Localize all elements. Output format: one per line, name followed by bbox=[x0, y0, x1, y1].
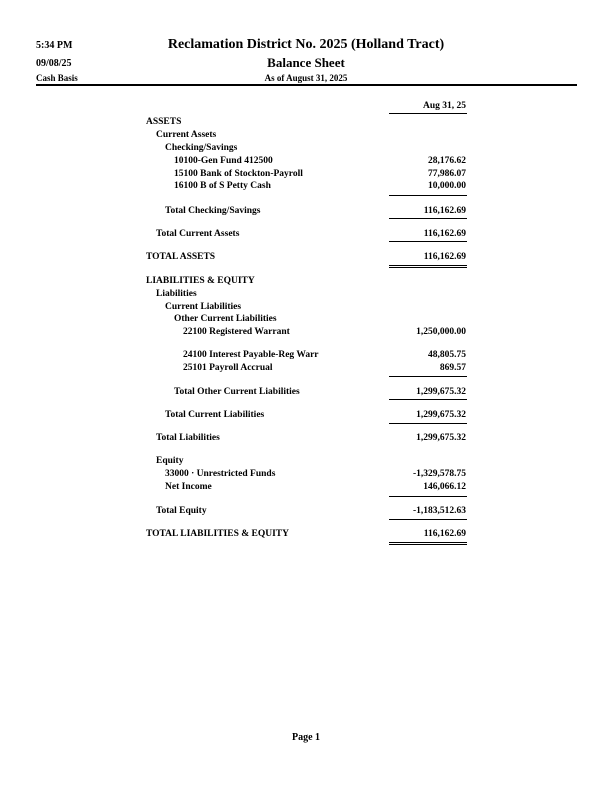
subtotal-line bbox=[389, 399, 467, 400]
report-date: 09/08/25 bbox=[36, 58, 72, 69]
section-liabilities-equity: LIABILITIES & EQUITY bbox=[146, 276, 255, 286]
subtotal-line bbox=[389, 519, 467, 520]
total-equity-amount: -1,183,512.63 bbox=[412, 506, 466, 516]
total-liab-equity-label: TOTAL LIABILITIES & EQUITY bbox=[146, 529, 289, 539]
row-24100-amount: 48,805.75 bbox=[428, 350, 466, 360]
total-checking-amount: 116,162.69 bbox=[423, 206, 466, 216]
total-current-assets-label: Total Current Assets bbox=[156, 229, 240, 239]
total-current-liabilities-amount: 1,299,675.32 bbox=[416, 410, 466, 420]
group-checking-savings: Checking/Savings bbox=[165, 143, 238, 153]
total-equity-label: Total Equity bbox=[156, 506, 207, 516]
header-rule bbox=[36, 84, 577, 86]
total-other-current-amount: 1,299,675.32 bbox=[416, 387, 466, 397]
company-name: Reclamation District No. 2025 (Holland Tract) bbox=[167, 37, 445, 52]
double-underline bbox=[389, 267, 467, 268]
row-25101-label: 25101 Payroll Accrual bbox=[183, 363, 273, 373]
subtotal-line bbox=[389, 496, 467, 497]
column-header: Aug 31, 25 bbox=[422, 101, 466, 111]
row-16100-label: 16100 B of S Petty Cash bbox=[174, 181, 271, 191]
total-liabilities-label: Total Liabilities bbox=[156, 433, 220, 443]
total-liabilities-amount: 1,299,675.32 bbox=[416, 433, 466, 443]
row-net-income-amount: 146,066.12 bbox=[423, 482, 466, 492]
total-current-assets-amount: 116,162.69 bbox=[423, 229, 466, 239]
group-liabilities: Liabilities bbox=[156, 289, 197, 299]
row-25101-amount: 869.57 bbox=[439, 363, 466, 373]
row-10100-amount: 28,176.62 bbox=[428, 156, 466, 166]
row-net-income-label: Net Income bbox=[165, 482, 212, 492]
group-other-current-liabilities: Other Current Liabilities bbox=[174, 314, 277, 324]
subtotal-line bbox=[389, 241, 467, 242]
report-basis: Cash Basis bbox=[36, 73, 78, 83]
row-22100-label: 22100 Registered Warrant bbox=[183, 327, 290, 337]
report-time: 5:34 PM bbox=[36, 40, 73, 51]
section-assets: ASSETS bbox=[146, 117, 182, 127]
row-10100-label: 10100-Gen Fund 412500 bbox=[174, 156, 273, 166]
group-equity: Equity bbox=[156, 456, 184, 466]
total-assets-amount: 116,162.69 bbox=[423, 252, 466, 262]
row-33000-amount: -1,329,578.75 bbox=[412, 469, 466, 479]
row-15100-label: 15100 Bank of Stockton-Payroll bbox=[174, 169, 303, 179]
column-header-underline bbox=[389, 113, 467, 114]
subtotal-line bbox=[389, 423, 467, 424]
total-assets-label: TOTAL ASSETS bbox=[146, 252, 216, 262]
total-liab-equity-amount: 116,162.69 bbox=[423, 529, 466, 539]
subtotal-line bbox=[389, 376, 467, 377]
subtotal-line bbox=[389, 218, 467, 219]
row-22100-amount: 1,250,000.00 bbox=[416, 327, 466, 337]
group-current-assets: Current Assets bbox=[156, 130, 217, 140]
row-15100-amount: 77,986.07 bbox=[428, 169, 466, 179]
page-number: Page 1 bbox=[291, 732, 321, 743]
row-24100-label: 24100 Interest Payable-Reg Warr bbox=[183, 350, 319, 360]
double-underline bbox=[389, 265, 467, 266]
group-current-liabilities: Current Liabilities bbox=[165, 302, 242, 312]
row-16100-amount: 10,000.00 bbox=[428, 181, 466, 191]
subtotal-line bbox=[389, 195, 467, 196]
double-underline bbox=[389, 544, 467, 545]
report-as-of: As of August 31, 2025 bbox=[264, 73, 348, 83]
total-current-liabilities-label: Total Current Liabilities bbox=[165, 410, 265, 420]
total-other-current-label: Total Other Current Liabilities bbox=[174, 387, 300, 397]
report-title: Balance Sheet bbox=[267, 55, 345, 70]
total-checking-label: Total Checking/Savings bbox=[165, 206, 261, 216]
double-underline bbox=[389, 542, 467, 543]
row-33000-label: 33000 · Unrestricted Funds bbox=[165, 469, 276, 479]
